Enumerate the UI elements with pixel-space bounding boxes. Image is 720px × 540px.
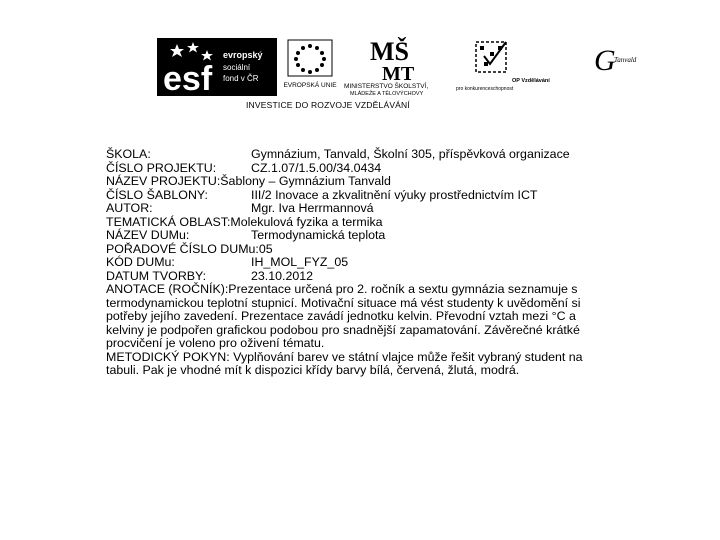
- document-body: [106, 148, 606, 378]
- field-label: KÓD DUMu:: [106, 255, 175, 269]
- field-metodicky-pokyn: METODICKÝ POKYN: Vyplňování barev ve státní vlajce může řešit vybraný student na tabuli. Pak je vhodné mít k dispozici křídy barvy bílá, červená, žlutá, modrá.: [106, 349, 583, 377]
- esf-label-3: fond v ČR: [223, 74, 259, 83]
- op-label-1: OP Vzdělávání: [512, 78, 550, 84]
- field-value: Termodynamická teplota: [251, 228, 386, 242]
- svg-text:G: G: [594, 44, 616, 77]
- esf-logo: [157, 38, 277, 96]
- msmt-label-1: MINISTERSTVO ŠKOLSTVÍ,: [344, 83, 429, 90]
- field-label: NÁZEV DUMu:: [106, 228, 190, 242]
- field-value: IH_MOL_FYZ_05: [251, 255, 349, 269]
- field-value: III/2 Inovace a zkvalitnění výuky prostřednictvím ICT: [251, 187, 538, 202]
- field-value: Mgr. Iva Herrmannová: [251, 201, 374, 215]
- svg-text:MŠ: MŠ: [370, 37, 409, 66]
- field-tematicka-oblast: TEMATICKÁ OBLAST:Molekulová fyzika a termika: [106, 214, 383, 229]
- field-value: CZ.1.07/1.5.00/34.0434: [251, 160, 382, 175]
- esf-label-1: evropský: [223, 50, 263, 60]
- gym-label: Tanvald: [614, 56, 637, 64]
- eu-label: EVROPSKÁ UNIE: [283, 82, 337, 89]
- field-label: ČÍSLO PROJEKTU:: [106, 160, 217, 175]
- msmt-logo: [342, 36, 454, 96]
- field-cislo-projektu: [106, 162, 606, 176]
- msmt-label-2: MLÁDEŽE A TĚLOVÝCHOVY: [350, 91, 424, 96]
- op-label-2: pro konkurenceschopnost: [456, 86, 514, 92]
- op-logo: [456, 36, 586, 96]
- logo-banner: [0, 0, 720, 120]
- field-label: AUTOR:: [106, 201, 153, 215]
- gymnazium-logo: [590, 40, 638, 86]
- field-kod-dumu: [106, 256, 606, 270]
- field-poradove-cislo: POŘADOVÉ ČÍSLO DUMu:05: [106, 241, 273, 256]
- eu-logo: [282, 38, 338, 90]
- field-label: ČÍSLO ŠABLONY:: [106, 187, 208, 202]
- field-skola: [106, 148, 606, 162]
- field-datum-tvorby: [106, 270, 606, 284]
- field-nazev-dumu: [106, 229, 606, 243]
- esf-label-2: sociální: [223, 63, 251, 72]
- field-autor: [106, 202, 606, 216]
- svg-text:esf: esf: [163, 60, 213, 96]
- field-label: ŠKOLA:: [106, 147, 151, 161]
- field-value: Gymnázium, Tanvald, Školní 305, příspěvková organizace: [251, 147, 570, 161]
- field-nazev-projektu: NÁZEV PROJEKTU:Šablony – Gymnázium Tanvald: [106, 174, 391, 188]
- svg-text:MT: MT: [382, 63, 415, 85]
- field-anotace: ANOTACE (ROČNÍK):Prezentace určená pro 2. ročník a sextu gymnázia seznamuje s termodynamickou teplotní stupnicí. Motivační situace má vést studenty k uvědomění si potřeby jejího zavedení. Prezentace zavádí jednotku kelvin. Převodní vztah mezi °C a kelviny je podpořen grafickou podobou pro snadnější zapamatování. Závěrečné krátké procvičení je voleno pro oživení tématu.: [106, 282, 581, 350]
- field-label: DATUM TVORBY:: [106, 268, 207, 283]
- banner-subtitle: INVESTICE DO ROZVOJE VZDĚLÁVÁNÍ: [246, 100, 410, 110]
- field-cislo-sablony: [106, 189, 606, 203]
- field-value: 23.10.2012: [251, 268, 314, 283]
